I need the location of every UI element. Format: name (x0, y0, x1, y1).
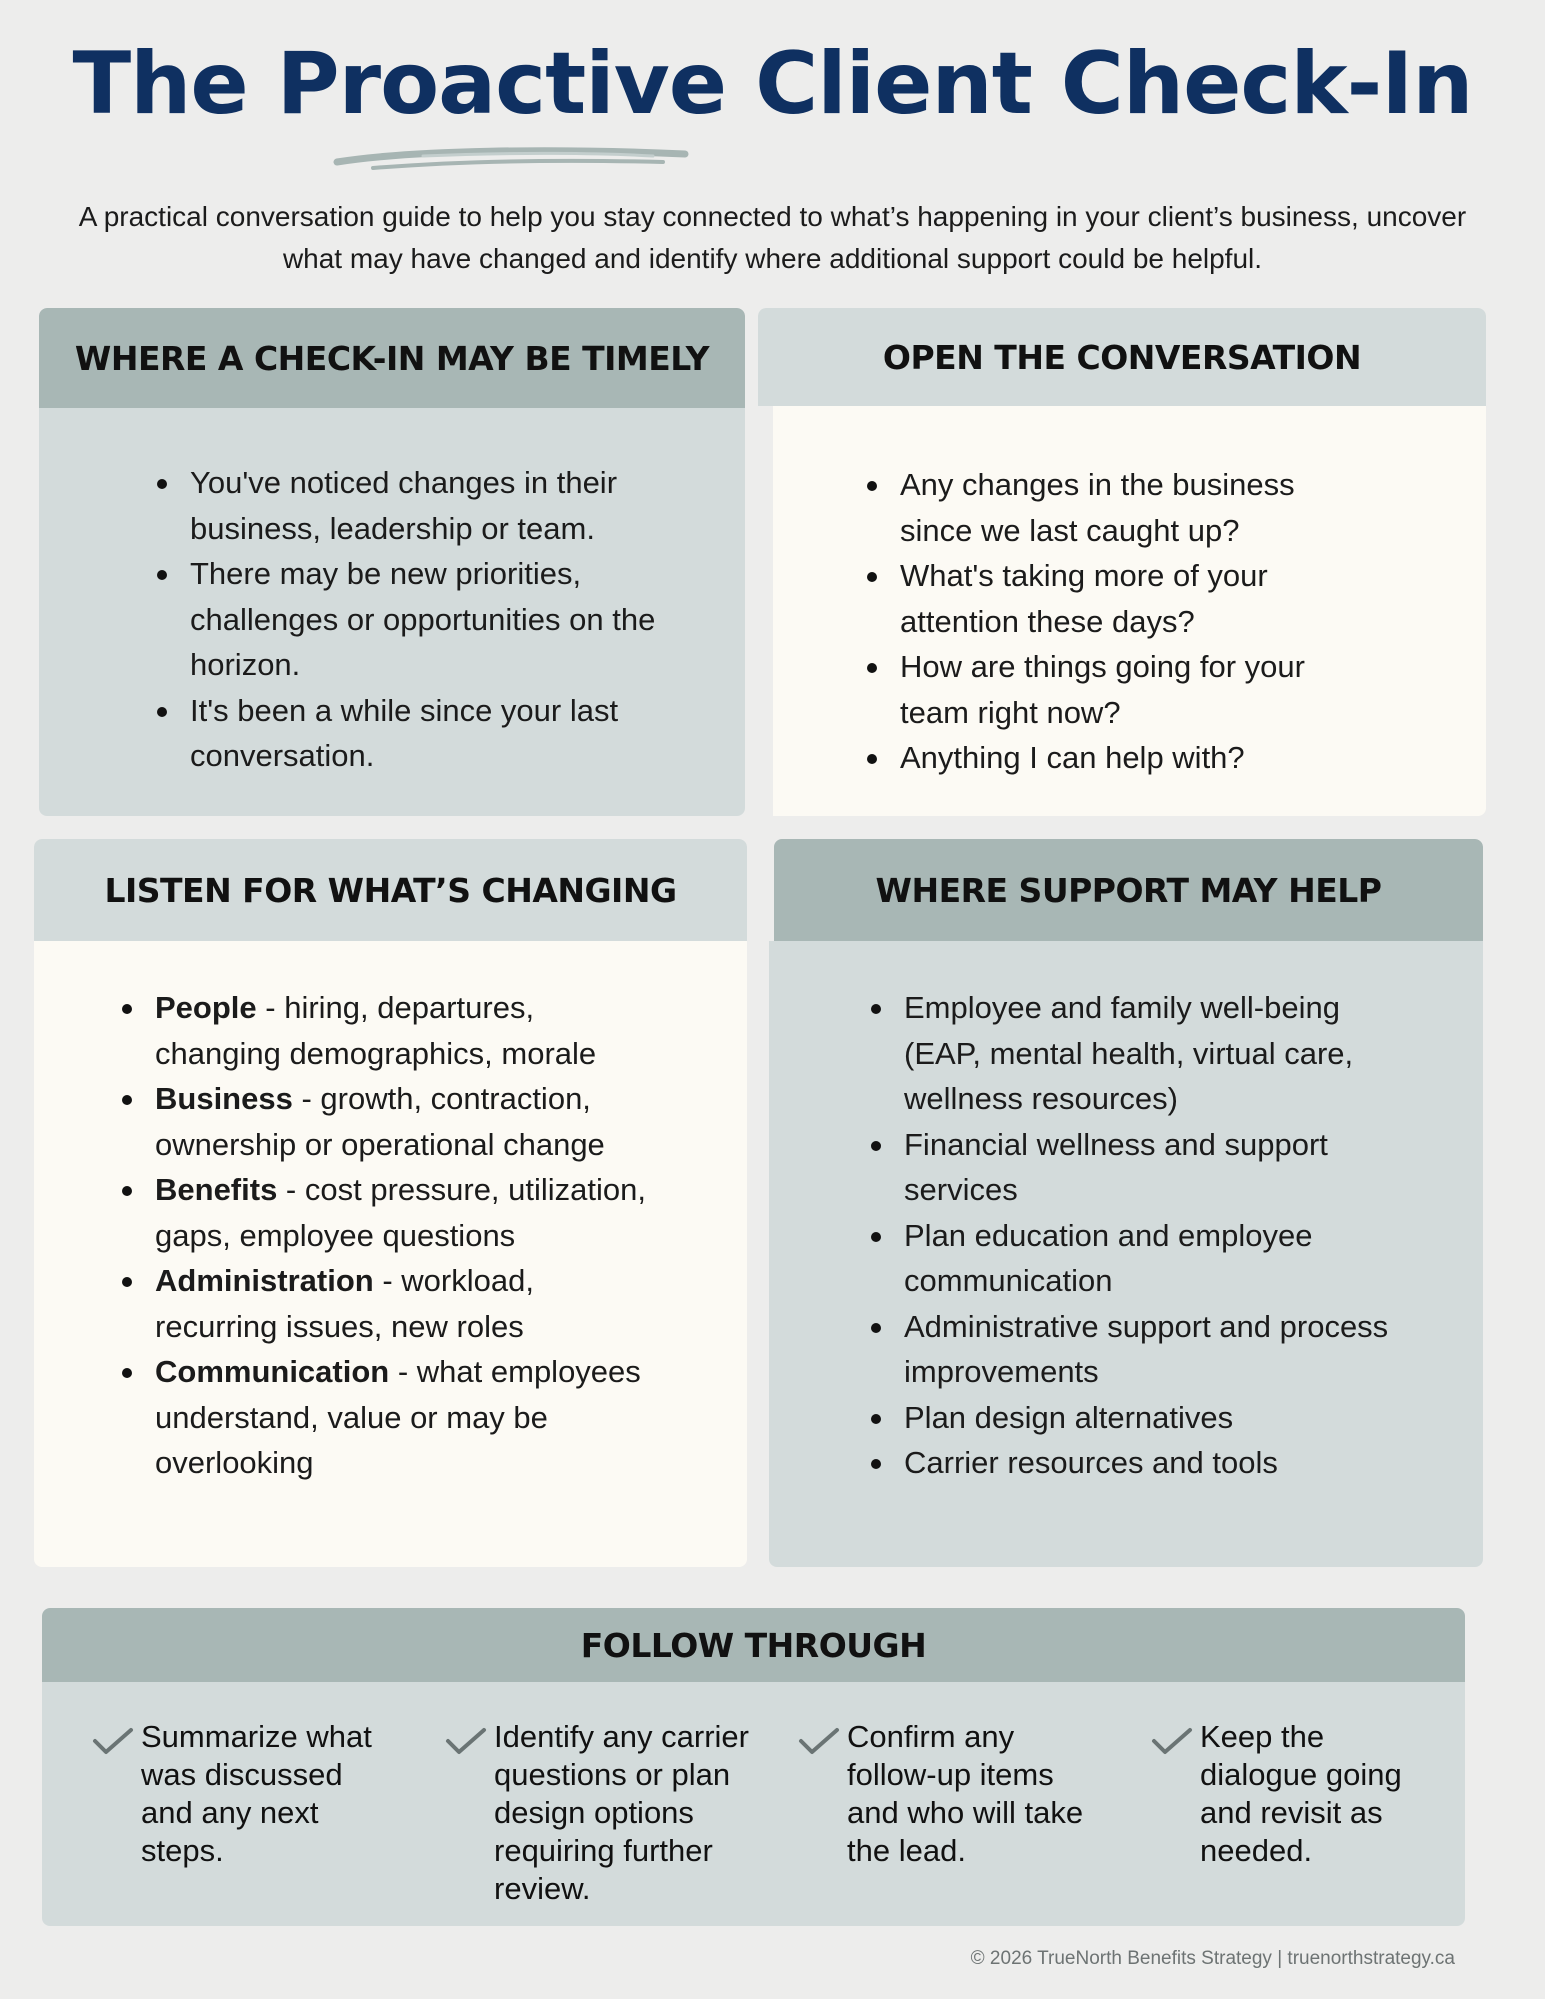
card-heading-text: WHERE A CHECK-IN MAY BE TIMELY (74, 338, 710, 378)
item-description: - hiring, departures, changing demographics, morale (155, 990, 597, 1071)
follow-step: Confirm any follow-up items and who will take the lead. (847, 1719, 1084, 1868)
list-item: There may be new priorities, challenges or opportunities on the horizon. (157, 551, 677, 688)
list-item: Financial wellness and support services (871, 1122, 1391, 1213)
follow-through-heading (42, 1608, 1465, 1682)
card-heading-text: WHERE SUPPORT MAY HELP (875, 870, 1382, 910)
card-open-conversation (758, 308, 1486, 816)
card-heading-listen (34, 839, 747, 941)
card-body-open (773, 406, 1486, 816)
card-body-timely (39, 408, 745, 816)
card-support-help (769, 839, 1483, 1567)
card-heading-text: FOLLOW THROUGH (580, 1625, 927, 1665)
page-subtitle: A practical conversation guide to help you stay connected to what’s happening in your client’s business, uncover what may have changed and identify where additional support could be helpful. (78, 201, 1467, 274)
card-heading-open (758, 308, 1486, 406)
follow-step: Identify any carrier questions or plan design options requiring further review. (494, 1719, 749, 1906)
footer-copyright: © 2026 TrueNorth Benefits Strategy | truenorthstrategy.ca (970, 1948, 1455, 1969)
item-term: People (155, 990, 257, 1025)
item-description: - growth, contraction, ownership or operational change (155, 1081, 605, 1162)
list-item: Plan education and employee communication (871, 1213, 1391, 1304)
list-item (122, 1349, 662, 1486)
list-item: Carrier resources and tools (871, 1440, 1391, 1486)
card-heading-text: OPEN THE CONVERSATION (882, 337, 1362, 377)
card-follow-through (42, 1608, 1465, 1926)
title-underline-swoosh (333, 144, 693, 174)
list-item (122, 1167, 662, 1258)
checkmark-icon (798, 1726, 840, 1756)
item-term: Benefits (155, 1172, 278, 1207)
follow-step: Keep the dialogue going and revisit as needed. (1200, 1719, 1402, 1868)
list-item (122, 1258, 662, 1349)
list-item: Administrative support and process improvements (871, 1304, 1391, 1395)
list-item: It's been a while since your last conversation. (157, 688, 677, 779)
list-item: Plan design alternatives (871, 1395, 1391, 1441)
checkmark-icon (445, 1726, 487, 1756)
checkmark-icon (1151, 1726, 1193, 1756)
card-heading-timely (39, 308, 745, 408)
checkmark-icon (92, 1726, 134, 1756)
follow-step: Summarize what was discussed and any next steps. (141, 1719, 372, 1868)
list-item: What's taking more of your attention these days? (867, 553, 1367, 644)
item-description: - what employees understand, value or may be overlooking (155, 1354, 641, 1480)
page-title: The Proactive Client Check-In (72, 34, 1473, 134)
card-body-listen (34, 941, 747, 1567)
open-list (867, 462, 1367, 781)
timely-list (157, 460, 677, 779)
list-item (122, 985, 662, 1076)
card-heading-support (774, 839, 1483, 941)
list-item: Employee and family well-being (EAP, mental health, virtual care, wellness resources) (871, 985, 1391, 1122)
card-body-support (769, 941, 1483, 1567)
listen-list (122, 985, 662, 1486)
item-term: Business (155, 1081, 293, 1116)
item-description: - cost pressure, utilization, gaps, employee questions (155, 1172, 647, 1253)
list-item: How are things going for your team right now? (867, 644, 1367, 735)
list-item: Anything I can help with? (867, 735, 1367, 781)
list-item: Any changes in the business since we last caught up? (867, 462, 1367, 553)
item-term: Administration (155, 1263, 374, 1298)
list-item: You've noticed changes in their business, leadership or team. (157, 460, 677, 551)
item-term: Communication (155, 1354, 390, 1389)
card-listen-changing (34, 839, 747, 1567)
item-description: - workload, recurring issues, new roles (155, 1263, 534, 1344)
card-check-in-timely (39, 308, 745, 816)
list-item (122, 1076, 662, 1167)
support-list (871, 985, 1391, 1486)
card-heading-text: LISTEN FOR WHAT’S CHANGING (104, 870, 677, 910)
